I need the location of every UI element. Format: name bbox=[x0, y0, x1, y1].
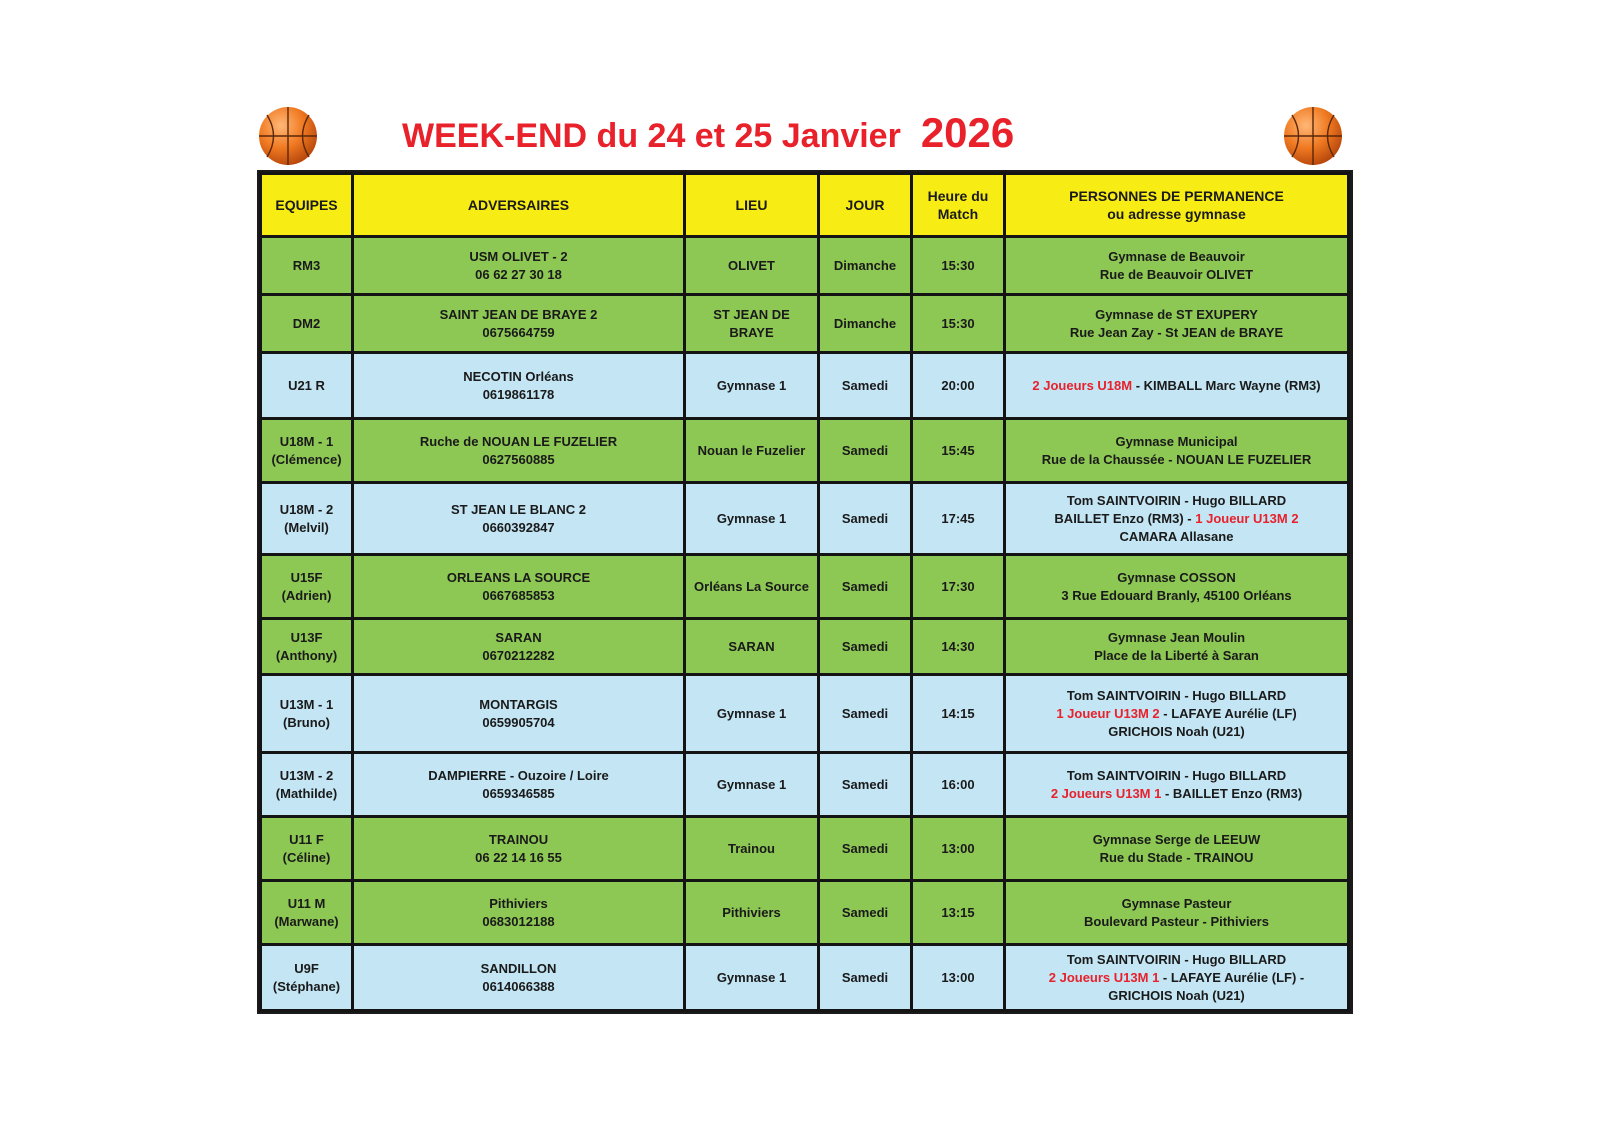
cell-equipe-line: (Clémence) bbox=[271, 451, 342, 467]
cell-equipe bbox=[261, 817, 353, 881]
table-row bbox=[261, 237, 1349, 295]
permanence-line bbox=[1010, 987, 1343, 1005]
cell-jour: Samedi bbox=[819, 483, 912, 555]
cell-adversaire-line: TRAINOU bbox=[488, 831, 549, 847]
cell-equipe-line: U11 F bbox=[289, 831, 324, 847]
table-row bbox=[261, 753, 1349, 817]
cell-adversaire-line: MONTARGIS bbox=[479, 696, 558, 712]
cell-equipe bbox=[261, 881, 353, 945]
cell-adversaire-line: ST JEAN LE BLANC 2 bbox=[450, 501, 587, 517]
permanence-line bbox=[1010, 510, 1343, 528]
cell-adversaire-line: Ruche de NOUAN LE FUZELIER bbox=[419, 433, 618, 449]
cell-adversaire bbox=[353, 483, 685, 555]
table-row bbox=[261, 295, 1349, 353]
permanence-text: Rue de Beauvoir OLIVET bbox=[1099, 266, 1254, 282]
header-permanence bbox=[1005, 174, 1349, 237]
cell-equipe-line: U18M - 2 bbox=[279, 501, 334, 517]
header-lieu bbox=[685, 174, 819, 237]
cell-heure: 13:00 bbox=[912, 945, 1005, 1011]
permanence-text: Gymnase COSSON bbox=[1117, 569, 1236, 585]
cell-equipe bbox=[261, 237, 353, 295]
cell-adversaire-line: DAMPIERRE - Ouzoire / Loire bbox=[428, 767, 609, 783]
permanence-text: Gymnase Serge de LEEUW bbox=[1092, 831, 1261, 847]
table-row bbox=[261, 945, 1349, 1011]
permanence-text: GRICHOIS Noah (U21) bbox=[1108, 987, 1245, 1003]
cell-lieu-line: Orléans La Source bbox=[694, 578, 809, 594]
permanence-text: Tom SAINTVOIRIN - Hugo BILLARD bbox=[1066, 492, 1287, 508]
cell-equipe bbox=[261, 675, 353, 753]
permanence-line bbox=[1010, 629, 1343, 647]
cell-jour: Samedi bbox=[819, 753, 912, 817]
cell-heure: 14:30 bbox=[912, 619, 1005, 675]
permanence-line bbox=[1010, 831, 1343, 849]
cell-equipe-line: RM3 bbox=[292, 257, 321, 273]
header-jour bbox=[819, 174, 912, 237]
cell-heure: 17:45 bbox=[912, 483, 1005, 555]
cell-lieu bbox=[685, 295, 819, 353]
permanence-text: - BAILLET Enzo (RM3) bbox=[1161, 785, 1303, 801]
cell-equipe-line: (Stéphane) bbox=[272, 978, 341, 994]
cell-lieu bbox=[685, 353, 819, 419]
cell-heure: 15:45 bbox=[912, 419, 1005, 483]
permanence-line bbox=[1010, 767, 1343, 785]
cell-equipe-line: U13M - 2 bbox=[279, 767, 334, 783]
cell-adversaire bbox=[353, 419, 685, 483]
permanence-line bbox=[1010, 687, 1343, 705]
cell-adversaire bbox=[353, 753, 685, 817]
cell-adversaire bbox=[353, 353, 685, 419]
header-label: PERSONNES DE PERMANENCE bbox=[1069, 188, 1284, 204]
cell-lieu-line: Gymnase 1 bbox=[716, 377, 787, 393]
cell-permanence bbox=[1005, 353, 1349, 419]
cell-adversaire-line: 0667685853 bbox=[482, 587, 555, 603]
permanence-text: Boulevard Pasteur - Pithiviers bbox=[1084, 913, 1269, 929]
permanence-line bbox=[1010, 969, 1343, 987]
cell-adversaire-line: 0659346585 bbox=[482, 785, 555, 801]
permanence-text: - LAFAYE Aurélie (LF) bbox=[1159, 705, 1297, 721]
permanence-text: - LAFAYE Aurélie (LF) - bbox=[1159, 969, 1305, 985]
permanence-line bbox=[1010, 951, 1343, 969]
cell-equipe-line: (Céline) bbox=[282, 849, 331, 865]
cell-lieu bbox=[685, 675, 819, 753]
permanence-text: Rue Jean Zay - St JEAN de BRAYE bbox=[1069, 324, 1284, 340]
cell-adversaire bbox=[353, 945, 685, 1011]
cell-heure: 15:30 bbox=[912, 237, 1005, 295]
cell-lieu-line: ST JEAN DE bbox=[713, 306, 790, 322]
cell-permanence bbox=[1005, 945, 1349, 1011]
permanence-text: - KIMBALL Marc Wayne (RM3) bbox=[1132, 377, 1321, 393]
table-row bbox=[261, 353, 1349, 419]
permanence-text: GRICHOIS Noah (U21) bbox=[1108, 723, 1245, 739]
cell-equipe-line: (Mathilde) bbox=[275, 785, 338, 801]
cell-adversaire-line: 06 22 14 16 55 bbox=[475, 849, 562, 865]
header-label: Heure du bbox=[927, 188, 989, 204]
cell-permanence bbox=[1005, 237, 1349, 295]
cell-equipe bbox=[261, 753, 353, 817]
permanence-line bbox=[1010, 377, 1343, 395]
cell-equipe bbox=[261, 619, 353, 675]
cell-adversaire-line: 0660392847 bbox=[482, 519, 555, 535]
cell-equipe bbox=[261, 483, 353, 555]
cell-lieu bbox=[685, 419, 819, 483]
cell-adversaire bbox=[353, 555, 685, 619]
cell-heure: 17:30 bbox=[912, 555, 1005, 619]
cell-adversaire-line: 0675664759 bbox=[482, 324, 555, 340]
cell-lieu-line: Gymnase 1 bbox=[716, 969, 787, 985]
highlight-text: 2 Joueurs U13M 1 bbox=[1050, 785, 1162, 801]
cell-equipe-line: U13F bbox=[290, 629, 323, 645]
cell-adversaire-line: Pithiviers bbox=[489, 895, 548, 911]
cell-equipe-line: U9F bbox=[294, 960, 319, 976]
cell-adversaire bbox=[353, 295, 685, 353]
permanence-text: Rue de la Chaussée - NOUAN LE FUZELIER bbox=[1041, 451, 1312, 467]
cell-adversaire-line: NECOTIN Orléans bbox=[463, 368, 574, 384]
page-title bbox=[402, 103, 1014, 163]
permanence-line bbox=[1010, 451, 1343, 469]
cell-equipe-line: (Anthony) bbox=[275, 647, 338, 663]
title-text: WEEK-END du 24 et 25 Janvier bbox=[402, 117, 901, 155]
cell-lieu-line: Gymnase 1 bbox=[716, 510, 787, 526]
cell-heure: 13:00 bbox=[912, 817, 1005, 881]
cell-permanence bbox=[1005, 881, 1349, 945]
header-label: ou adresse gymnase bbox=[1107, 206, 1246, 222]
table-row bbox=[261, 675, 1349, 753]
cell-adversaire-line: USM OLIVET - 2 bbox=[469, 248, 568, 264]
cell-adversaire-line: 0670212282 bbox=[482, 647, 555, 663]
cell-jour: Samedi bbox=[819, 945, 912, 1011]
permanence-line bbox=[1010, 324, 1343, 342]
header-label: ADVERSAIRES bbox=[467, 197, 570, 213]
cell-permanence bbox=[1005, 555, 1349, 619]
cell-lieu bbox=[685, 881, 819, 945]
cell-adversaire bbox=[353, 237, 685, 295]
permanence-line bbox=[1010, 433, 1343, 451]
cell-equipe bbox=[261, 295, 353, 353]
permanence-text: CAMARA Allasane bbox=[1119, 528, 1234, 544]
permanence-text: Place de la Liberté à Saran bbox=[1094, 647, 1259, 663]
cell-adversaire bbox=[353, 675, 685, 753]
header-label: JOUR bbox=[845, 197, 885, 213]
cell-equipe bbox=[261, 555, 353, 619]
cell-permanence bbox=[1005, 483, 1349, 555]
cell-equipe-line: U13M - 1 bbox=[279, 696, 334, 712]
cell-heure: 13:15 bbox=[912, 881, 1005, 945]
cell-lieu-line: BRAYE bbox=[729, 324, 774, 340]
cell-jour: Samedi bbox=[819, 619, 912, 675]
permanence-line bbox=[1010, 705, 1343, 723]
highlight-text: 1 Joueur U13M 2 bbox=[1056, 705, 1160, 721]
cell-adversaire-line: 0659905704 bbox=[482, 714, 555, 730]
cell-permanence bbox=[1005, 295, 1349, 353]
permanence-line bbox=[1010, 306, 1343, 324]
cell-lieu bbox=[685, 753, 819, 817]
cell-jour: Samedi bbox=[819, 881, 912, 945]
cell-lieu-line: Gymnase 1 bbox=[716, 705, 787, 721]
header-heure bbox=[912, 174, 1005, 237]
header-label: EQUIPES bbox=[275, 197, 338, 213]
table-row bbox=[261, 817, 1349, 881]
permanence-line bbox=[1010, 785, 1343, 803]
permanence-text: Gymnase de ST EXUPERY bbox=[1095, 306, 1258, 322]
permanence-line bbox=[1010, 528, 1343, 546]
cell-equipe-line: (Marwane) bbox=[274, 913, 339, 929]
permanence-line bbox=[1010, 849, 1343, 867]
permanence-line bbox=[1010, 913, 1343, 931]
cell-lieu bbox=[685, 237, 819, 295]
schedule-table bbox=[259, 172, 1350, 1012]
title-year: 2026 bbox=[920, 109, 1015, 156]
permanence-text: BAILLET Enzo (RM3) - bbox=[1054, 510, 1196, 526]
cell-jour: Samedi bbox=[819, 353, 912, 419]
cell-adversaire-line: ORLEANS LA SOURCE bbox=[446, 569, 591, 585]
cell-equipe-line: DM2 bbox=[292, 315, 321, 331]
permanence-line bbox=[1010, 587, 1343, 605]
permanence-line bbox=[1010, 492, 1343, 510]
table-row bbox=[261, 419, 1349, 483]
header-row bbox=[261, 174, 1349, 237]
cell-adversaire-line: 0683012188 bbox=[482, 913, 555, 929]
cell-lieu bbox=[685, 817, 819, 881]
cell-equipe-line: (Bruno) bbox=[283, 714, 330, 730]
header-label: Match bbox=[937, 206, 979, 222]
permanence-text: Tom SAINTVOIRIN - Hugo BILLARD bbox=[1066, 767, 1287, 783]
cell-equipe-line: U11 M bbox=[287, 895, 326, 911]
permanence-text: Gymnase Municipal bbox=[1115, 433, 1238, 449]
cell-permanence bbox=[1005, 675, 1349, 753]
cell-adversaire bbox=[353, 619, 685, 675]
cell-heure: 15:30 bbox=[912, 295, 1005, 353]
permanence-text: Tom SAINTVOIRIN - Hugo BILLARD bbox=[1066, 951, 1287, 967]
cell-adversaire-line: 06 62 27 30 18 bbox=[475, 266, 562, 282]
permanence-line bbox=[1010, 895, 1343, 913]
highlight-text: 2 Joueurs U13M 1 bbox=[1048, 969, 1160, 985]
cell-jour: Samedi bbox=[819, 817, 912, 881]
cell-adversaire-line: 0619861178 bbox=[482, 386, 555, 402]
permanence-text: Gymnase de Beauvoir bbox=[1108, 248, 1245, 264]
cell-lieu-line: SARAN bbox=[728, 638, 775, 654]
header-label: LIEU bbox=[735, 197, 768, 213]
cell-lieu bbox=[685, 483, 819, 555]
permanence-line bbox=[1010, 248, 1343, 266]
cell-jour: Dimanche bbox=[819, 237, 912, 295]
cell-heure: 16:00 bbox=[912, 753, 1005, 817]
permanence-line bbox=[1010, 266, 1343, 284]
header-adversaires bbox=[353, 174, 685, 237]
cell-adversaire-line: 0627560885 bbox=[482, 451, 555, 467]
cell-permanence bbox=[1005, 753, 1349, 817]
highlight-text: 2 Joueurs U18M bbox=[1032, 377, 1133, 393]
cell-jour: Samedi bbox=[819, 675, 912, 753]
cell-lieu bbox=[685, 619, 819, 675]
permanence-text: Tom SAINTVOIRIN - Hugo BILLARD bbox=[1066, 687, 1287, 703]
basketball-icon bbox=[258, 106, 318, 166]
cell-lieu-line: Gymnase 1 bbox=[716, 776, 787, 792]
cell-adversaire-line: 0614066388 bbox=[482, 978, 555, 994]
table-row bbox=[261, 619, 1349, 675]
cell-equipe-line: (Adrien) bbox=[281, 587, 332, 603]
cell-heure: 14:15 bbox=[912, 675, 1005, 753]
cell-equipe bbox=[261, 945, 353, 1011]
cell-permanence bbox=[1005, 817, 1349, 881]
permanence-text: 3 Rue Edouard Branly, 45100 Orléans bbox=[1061, 587, 1292, 603]
highlight-text: 1 Joueur U13M 2 bbox=[1195, 510, 1299, 526]
cell-lieu-line: OLIVET bbox=[728, 257, 775, 273]
header-equipes bbox=[261, 174, 353, 237]
cell-adversaire-line: SAINT JEAN DE BRAYE 2 bbox=[439, 306, 598, 322]
cell-equipe-line: (Melvil) bbox=[284, 519, 329, 535]
permanence-text: Gymnase Pasteur bbox=[1121, 895, 1232, 911]
cell-jour: Samedi bbox=[819, 555, 912, 619]
permanence-text: Rue du Stade - TRAINOU bbox=[1099, 849, 1254, 865]
permanence-line bbox=[1010, 569, 1343, 587]
cell-adversaire-line: SARAN bbox=[495, 629, 542, 645]
cell-permanence bbox=[1005, 419, 1349, 483]
cell-adversaire-line: SANDILLON bbox=[480, 960, 557, 976]
cell-lieu bbox=[685, 945, 819, 1011]
cell-equipe-line: U18M - 1 bbox=[279, 433, 334, 449]
permanence-text: Gymnase Jean Moulin bbox=[1107, 629, 1246, 645]
table-row bbox=[261, 483, 1349, 555]
permanence-line bbox=[1010, 723, 1343, 741]
cell-equipe-line: U21 R bbox=[288, 377, 325, 393]
cell-jour: Dimanche bbox=[819, 295, 912, 353]
permanence-line bbox=[1010, 647, 1343, 665]
cell-lieu-line: Trainou bbox=[728, 840, 775, 856]
cell-jour: Samedi bbox=[819, 419, 912, 483]
cell-lieu-line: Pithiviers bbox=[722, 904, 781, 920]
table-row bbox=[261, 881, 1349, 945]
cell-lieu-line: Nouan le Fuzelier bbox=[697, 442, 806, 458]
cell-lieu bbox=[685, 555, 819, 619]
cell-equipe bbox=[261, 419, 353, 483]
schedule-sheet bbox=[257, 170, 1353, 1014]
table-row bbox=[261, 555, 1349, 619]
basketball-icon bbox=[1283, 106, 1343, 166]
cell-equipe bbox=[261, 353, 353, 419]
cell-equipe-line: U15F bbox=[290, 569, 323, 585]
cell-permanence bbox=[1005, 619, 1349, 675]
cell-heure: 20:00 bbox=[912, 353, 1005, 419]
cell-adversaire bbox=[353, 817, 685, 881]
cell-adversaire bbox=[353, 881, 685, 945]
